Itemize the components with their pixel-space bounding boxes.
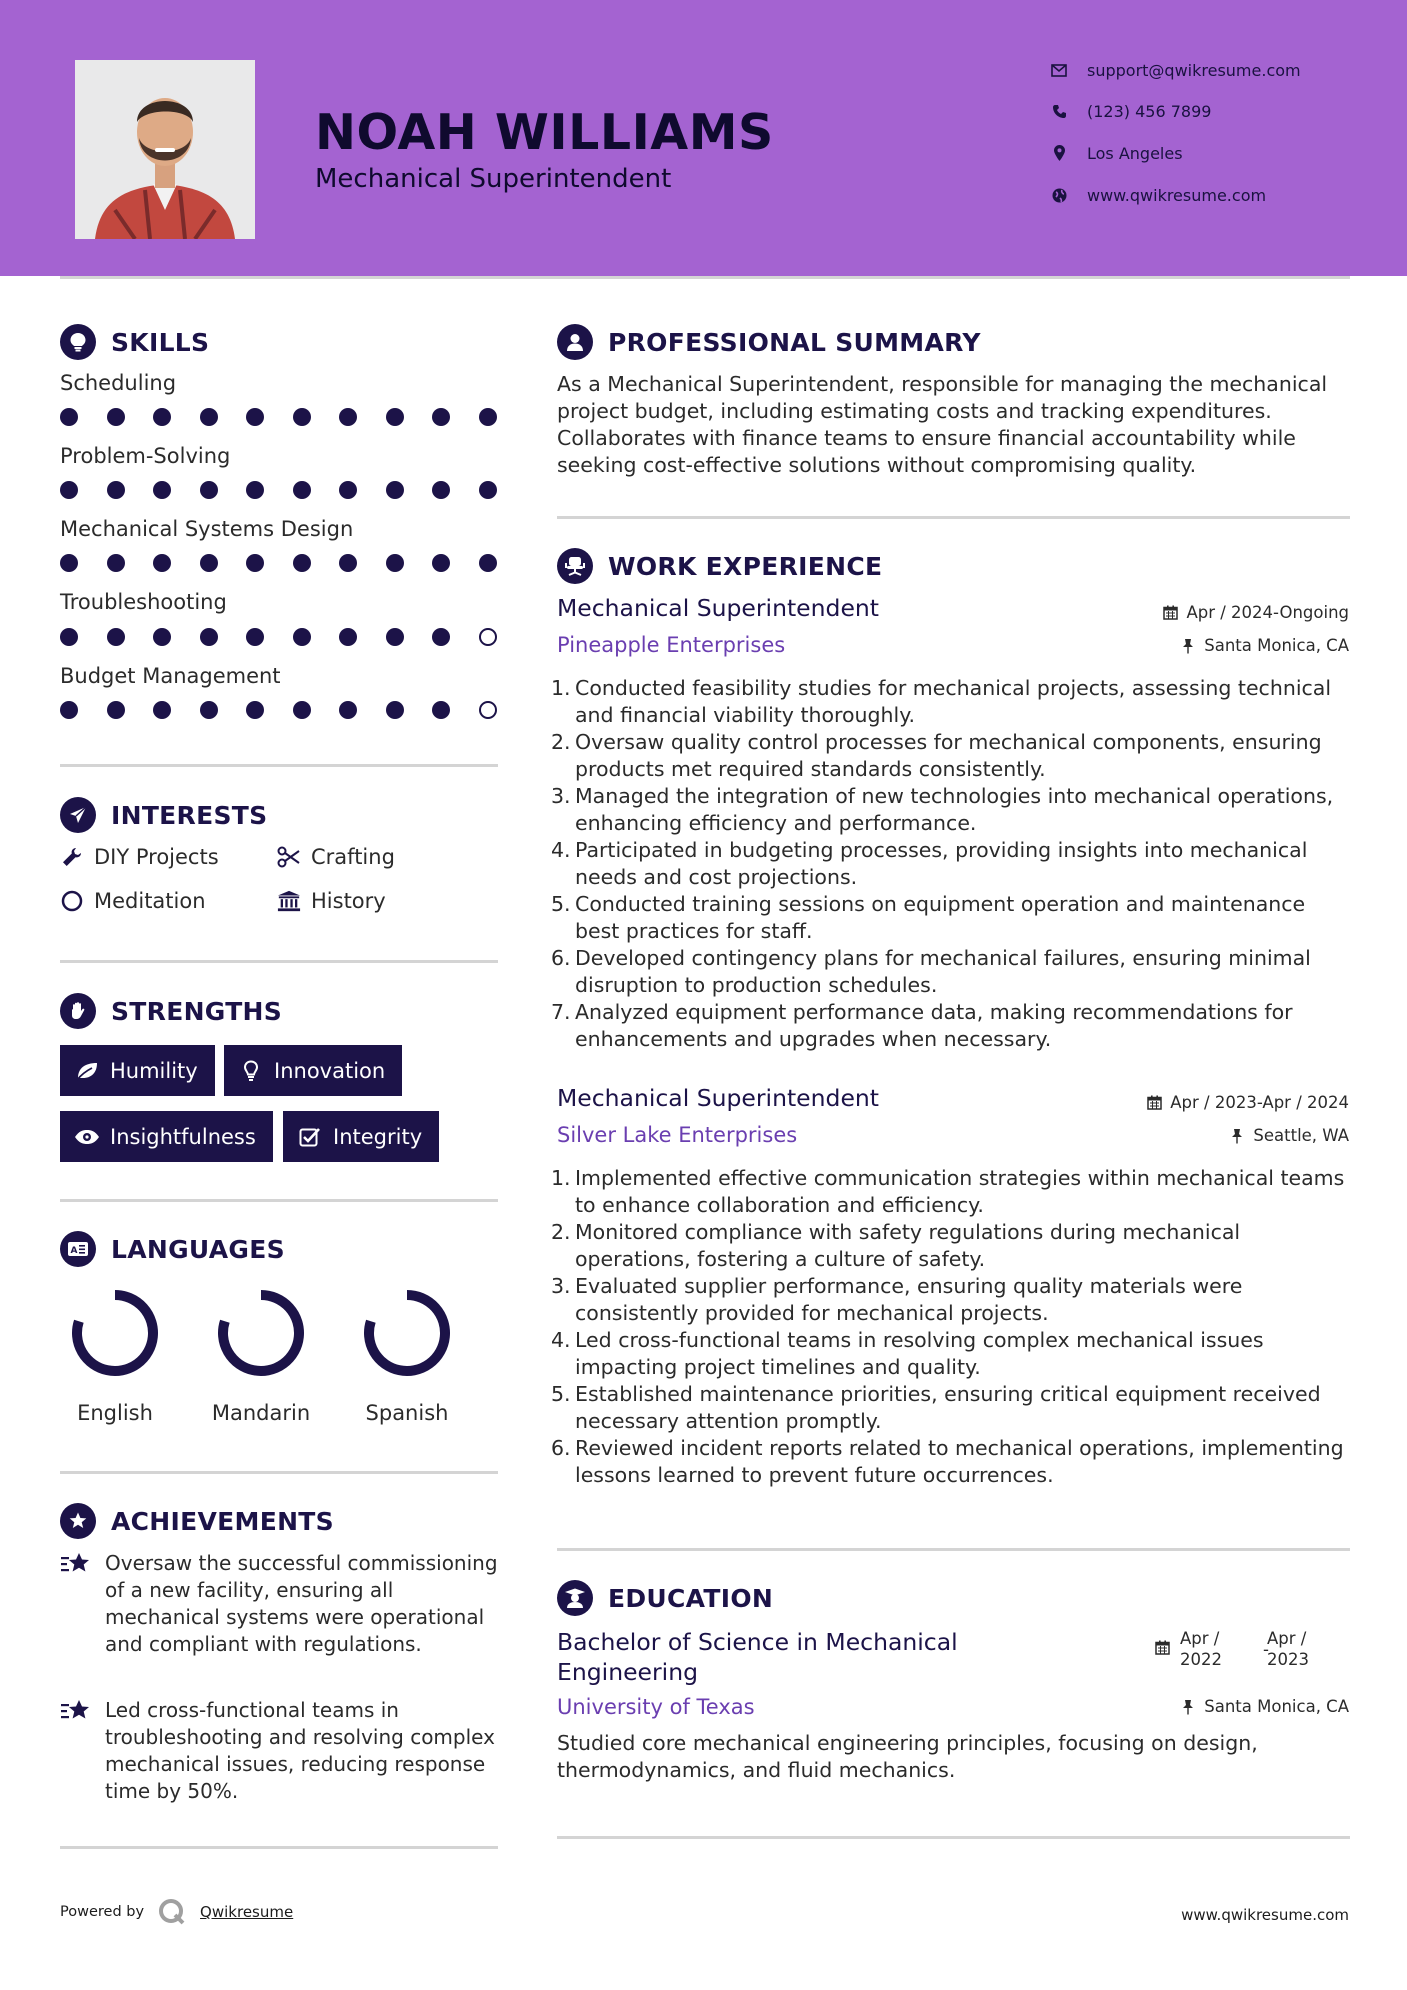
section-divider bbox=[557, 516, 1350, 519]
pushpin-icon bbox=[1229, 1128, 1245, 1144]
skill-rating bbox=[60, 699, 498, 721]
star-badge-icon bbox=[60, 1503, 96, 1539]
job-duties bbox=[551, 1165, 1352, 1489]
filled-dot bbox=[293, 481, 311, 499]
contact-website[interactable] bbox=[1050, 183, 1266, 207]
duty-text: Analyzed equipment performance data, making recommendations for enhancements and upgrades when necessary. bbox=[575, 1000, 1293, 1051]
company-name: Pineapple Enterprises bbox=[557, 633, 786, 657]
achievements-heading bbox=[60, 1503, 334, 1539]
filled-dot bbox=[153, 554, 171, 572]
duty-item: 2. Oversaw quality control processes for mechanical components, ensuring products met required standards consistently. bbox=[551, 730, 1322, 781]
strength-tag bbox=[60, 1045, 215, 1096]
duty-text: Implemented effective communication strategies within mechanical teams to enhance collaboration and efficiency. bbox=[575, 1166, 1345, 1217]
filled-dot bbox=[107, 701, 125, 719]
filled-dot bbox=[293, 554, 311, 572]
filled-dot bbox=[432, 554, 450, 572]
language-ring bbox=[359, 1285, 455, 1381]
hand-icon bbox=[60, 993, 96, 1029]
calendar-icon bbox=[1155, 1640, 1170, 1659]
date-part: 2022 bbox=[1180, 1650, 1222, 1669]
skill-name: Scheduling bbox=[60, 371, 177, 395]
strengths-heading bbox=[60, 993, 282, 1029]
strength-label: Integrity bbox=[333, 1124, 423, 1149]
filled-dot bbox=[246, 481, 264, 499]
contact-location bbox=[1050, 141, 1183, 165]
section-divider bbox=[60, 1471, 498, 1474]
language-item bbox=[60, 1285, 170, 1425]
phone-icon bbox=[1050, 102, 1068, 120]
duty-text: Conducted feasibility studies for mechanical projects, assessing technical and financial viability thoroughly. bbox=[575, 676, 1332, 727]
duty-item: 3. Managed the integration of new technologies into mechanical operations, enhancing efficiency and performance. bbox=[551, 784, 1334, 835]
filled-dot bbox=[60, 554, 78, 572]
section-divider bbox=[60, 960, 498, 963]
achievement-item bbox=[60, 1697, 500, 1805]
duty-item: 1. Implemented effective communication strategies within mechanical teams to enhance collaboration and efficiency. bbox=[551, 1166, 1345, 1217]
leaf-icon bbox=[74, 1058, 100, 1084]
experience-title: WORK EXPERIENCE bbox=[608, 551, 883, 581]
filled-dot bbox=[293, 701, 311, 719]
duty-item: 5. Conducted training sessions on equipment operation and maintenance best practices for staff. bbox=[551, 892, 1306, 943]
degree-line: Engineering bbox=[557, 1658, 698, 1686]
filled-dot bbox=[432, 701, 450, 719]
filled-dot bbox=[60, 628, 78, 646]
job-duties bbox=[551, 675, 1352, 1053]
language-item bbox=[206, 1285, 316, 1425]
interest-label: DIY Projects bbox=[94, 845, 219, 869]
skill-rating bbox=[60, 552, 498, 574]
filled-dot bbox=[339, 408, 357, 426]
lightbulb-icon bbox=[238, 1058, 264, 1084]
interest-label: History bbox=[311, 889, 386, 913]
powered-by-text: Powered by bbox=[60, 1904, 145, 1920]
achievement-text: Oversaw the successful commissioning of a new facility, ensuring all mechanical systems were operational and compliant with regulations. bbox=[105, 1551, 498, 1656]
duty-item: 4. Led cross-functional teams in resolving complex mechanical issues impacting project timelines and quality. bbox=[551, 1328, 1264, 1379]
filled-dot bbox=[107, 408, 125, 426]
education-location bbox=[1180, 1697, 1349, 1716]
interests-title: INTERESTS bbox=[111, 800, 268, 830]
filled-dot bbox=[339, 701, 357, 719]
language-name: English bbox=[77, 1401, 153, 1425]
filled-dot bbox=[432, 628, 450, 646]
education-title: EDUCATION bbox=[608, 1583, 774, 1613]
job-location bbox=[1180, 636, 1349, 655]
duty-item: 4. Participated in budgeting processes, providing insights into mechanical needs and cost projections. bbox=[551, 838, 1308, 889]
duty-item: 6. Developed contingency plans for mechanical failures, ensuring minimal disruption to production schedules. bbox=[551, 946, 1311, 997]
filled-dot bbox=[293, 628, 311, 646]
strength-tag bbox=[283, 1111, 439, 1162]
candidate-title: Mechanical Superintendent bbox=[315, 164, 672, 194]
section-divider bbox=[557, 1548, 1350, 1551]
museum-icon bbox=[277, 889, 301, 913]
language-ring bbox=[213, 1285, 309, 1381]
language-ring bbox=[67, 1285, 163, 1381]
education-location-text: Santa Monica, CA bbox=[1204, 1697, 1349, 1716]
check-square-icon bbox=[297, 1124, 323, 1150]
filled-dot bbox=[386, 481, 404, 499]
filled-dot bbox=[293, 408, 311, 426]
header-divider bbox=[60, 276, 1350, 279]
duty-item: 1. Conducted feasibility studies for mechanical projects, assessing technical and financial viability thoroughly. bbox=[551, 676, 1332, 727]
candidate-name: NOAH WILLIAMS bbox=[315, 104, 774, 161]
globe-icon bbox=[1050, 186, 1068, 204]
job-date bbox=[1146, 1093, 1349, 1112]
job-date-text: Apr / 2024-Ongoing bbox=[1186, 603, 1349, 622]
duty-text: Oversaw quality control processes for mechanical components, ensuring products met required standards consistently. bbox=[575, 730, 1322, 781]
filled-dot bbox=[246, 701, 264, 719]
lightbulb-icon bbox=[60, 324, 96, 360]
duty-text: Established maintenance priorities, ensuring critical equipment received necessary attention promptly. bbox=[575, 1382, 1321, 1433]
duty-item: 6. Reviewed incident reports related to mechanical operations, implementing lessons learned to prevent future occurrences. bbox=[551, 1436, 1344, 1487]
filled-dot bbox=[246, 628, 264, 646]
resume-header bbox=[0, 0, 1407, 276]
skill-rating bbox=[60, 479, 498, 501]
skill-name: Budget Management bbox=[60, 664, 281, 688]
strength-tag bbox=[224, 1045, 402, 1096]
filled-dot bbox=[432, 481, 450, 499]
filled-dot bbox=[60, 481, 78, 499]
strength-label: Insightfulness bbox=[110, 1124, 256, 1149]
duty-text: Led cross-functional teams in resolving complex mechanical issues impacting project timelines and quality. bbox=[575, 1328, 1264, 1379]
circle-icon bbox=[60, 889, 84, 913]
section-divider bbox=[60, 1846, 498, 1849]
date-part: Apr / bbox=[1180, 1629, 1220, 1648]
degree-line: Bachelor of Science in Mechanical bbox=[557, 1628, 958, 1656]
filled-dot bbox=[386, 408, 404, 426]
job-location-text: Santa Monica, CA bbox=[1204, 636, 1349, 655]
company-name: Silver Lake Enterprises bbox=[557, 1123, 798, 1147]
filled-dot bbox=[153, 481, 171, 499]
footer-url[interactable]: www.qwikresume.com bbox=[1181, 1906, 1349, 1924]
date-part: Apr / bbox=[1267, 1629, 1307, 1648]
duty-text: Evaluated supplier performance, ensuring quality materials were consistently provided for mechanical projects. bbox=[575, 1274, 1243, 1325]
interests-heading bbox=[60, 797, 267, 833]
education-date-end bbox=[1267, 1628, 1309, 1670]
proficiency-arc bbox=[77, 1295, 153, 1371]
duty-text: Reviewed incident reports related to mechanical operations, implementing lessons learned to prevent future occurrences. bbox=[575, 1436, 1344, 1487]
filled-dot bbox=[107, 554, 125, 572]
duty-item: 3. Evaluated supplier performance, ensuring quality materials were consistently provided for mechanical projects. bbox=[551, 1274, 1243, 1325]
filled-dot bbox=[339, 481, 357, 499]
section-divider bbox=[60, 1199, 498, 1202]
filled-dot bbox=[200, 628, 218, 646]
filled-dot bbox=[386, 554, 404, 572]
contact-email-text: support@qwikresume.com bbox=[1087, 60, 1301, 80]
filled-dot bbox=[153, 701, 171, 719]
section-divider bbox=[557, 1836, 1350, 1839]
date-part: 2023 bbox=[1267, 1650, 1309, 1669]
job-location-text: Seattle, WA bbox=[1253, 1126, 1349, 1145]
filled-dot bbox=[153, 408, 171, 426]
section-divider bbox=[60, 764, 498, 767]
filled-dot bbox=[107, 481, 125, 499]
duty-item: 7. Analyzed equipment performance data, making recommendations for enhancements and upgrades when necessary. bbox=[551, 1000, 1293, 1051]
achievement-item bbox=[60, 1550, 500, 1658]
proficiency-arc bbox=[223, 1295, 299, 1371]
pushpin-icon bbox=[1180, 638, 1196, 654]
calendar-icon bbox=[1162, 605, 1178, 621]
empty-dot bbox=[479, 701, 497, 719]
filled-dot bbox=[339, 554, 357, 572]
language-icon bbox=[60, 1231, 96, 1267]
qwikresume-logo-icon bbox=[158, 1898, 186, 1926]
proficiency-arc bbox=[369, 1295, 445, 1371]
star-list-icon bbox=[60, 1550, 92, 1578]
duty-text: Monitored compliance with safety regulations during mechanical operations, fostering a culture of safety. bbox=[575, 1220, 1241, 1271]
skill-rating bbox=[60, 406, 498, 428]
eye-icon bbox=[74, 1124, 100, 1150]
skills-heading bbox=[60, 324, 209, 360]
filled-dot bbox=[386, 701, 404, 719]
filled-dot bbox=[200, 701, 218, 719]
experience-heading bbox=[557, 548, 882, 584]
education-date bbox=[1153, 1628, 1313, 1670]
filled-dot bbox=[60, 701, 78, 719]
wrench-icon bbox=[60, 845, 84, 869]
education-date-start bbox=[1180, 1628, 1222, 1670]
filled-dot bbox=[107, 628, 125, 646]
strength-label: Innovation bbox=[274, 1058, 386, 1083]
language-item bbox=[352, 1285, 462, 1425]
contact-email[interactable] bbox=[1050, 58, 1301, 82]
duty-text: Conducted training sessions on equipment operation and maintenance best practices for staff. bbox=[575, 892, 1306, 943]
duty-item: 2. Monitored compliance with safety regulations during mechanical operations, fostering a culture of safety. bbox=[551, 1220, 1241, 1271]
achievements-title: ACHIEVEMENTS bbox=[111, 1506, 334, 1536]
interest-label: Crafting bbox=[311, 845, 395, 869]
interest-item bbox=[277, 845, 395, 869]
filled-dot bbox=[153, 628, 171, 646]
job-title: Mechanical Superintendent bbox=[557, 594, 880, 622]
interest-item bbox=[60, 889, 206, 913]
summary-heading bbox=[557, 324, 981, 360]
achievement-text: Led cross-functional teams in troubleshooting and resolving complex mechanical issues, reducing response time by 50%. bbox=[105, 1698, 495, 1803]
education-description: Studied core mechanical engineering principles, focusing on design, thermodynamics, and fluid mechanics. bbox=[557, 1731, 1258, 1782]
filled-dot bbox=[200, 408, 218, 426]
skill-name: Troubleshooting bbox=[60, 590, 227, 614]
filled-dot bbox=[479, 554, 497, 572]
language-name: Spanish bbox=[365, 1401, 449, 1425]
graduate-icon bbox=[557, 1580, 593, 1616]
interest-label: Meditation bbox=[94, 889, 206, 913]
filled-dot bbox=[386, 628, 404, 646]
contact-phone-text: (123) 456 7899 bbox=[1087, 101, 1212, 121]
star-list-icon bbox=[60, 1697, 92, 1725]
education-heading bbox=[557, 1580, 773, 1616]
empty-dot bbox=[479, 628, 497, 646]
skill-name: Problem-Solving bbox=[60, 444, 231, 468]
skills-title: SKILLS bbox=[111, 327, 210, 357]
filled-dot bbox=[479, 408, 497, 426]
filled-dot bbox=[339, 628, 357, 646]
duty-text: Managed the integration of new technologies into mechanical operations, enhancing efficiency and performance. bbox=[575, 784, 1334, 835]
date-separator: - bbox=[1263, 1640, 1269, 1659]
contact-phone[interactable] bbox=[1050, 99, 1211, 123]
brand-link[interactable]: Qwikresume bbox=[200, 1903, 294, 1921]
footer-branding bbox=[60, 1898, 293, 1926]
filled-dot bbox=[432, 408, 450, 426]
filled-dot bbox=[200, 481, 218, 499]
skill-name: Mechanical Systems Design bbox=[60, 517, 354, 541]
strength-tag bbox=[60, 1111, 273, 1162]
contact-website-text: www.qwikresume.com bbox=[1087, 185, 1267, 205]
duty-item: 5. Established maintenance priorities, ensuring critical equipment received necessary attention promptly. bbox=[551, 1382, 1321, 1433]
pushpin-icon bbox=[1180, 1699, 1196, 1715]
filled-dot bbox=[246, 554, 264, 572]
language-name: Mandarin bbox=[211, 1401, 311, 1425]
paper-plane-icon bbox=[60, 797, 96, 833]
contact-location-text: Los Angeles bbox=[1087, 143, 1183, 163]
scissors-icon bbox=[277, 845, 301, 869]
duty-text: Participated in budgeting processes, providing insights into mechanical needs and cost projections. bbox=[575, 838, 1308, 889]
job-date bbox=[1162, 603, 1349, 622]
profile-photo bbox=[75, 60, 255, 239]
calendar-icon bbox=[1146, 1095, 1162, 1111]
user-icon bbox=[557, 324, 593, 360]
skill-rating bbox=[60, 626, 498, 648]
duty-text: Developed contingency plans for mechanical failures, ensuring minimal disruption to production schedules. bbox=[575, 946, 1311, 997]
svg-text:A: A bbox=[70, 1246, 78, 1256]
job-title: Mechanical Superintendent bbox=[557, 1084, 880, 1112]
map-pin-icon bbox=[1050, 144, 1068, 162]
strength-label: Humility bbox=[110, 1058, 198, 1083]
interest-item bbox=[277, 889, 386, 913]
summary-text: As a Mechanical Superintendent, responsible for managing the mechanical project budget, including estimating costs and tracking expenditures. Collaborates with finance teams to ensure financial accountability while seeking cost-effective solutions without compromising quality. bbox=[557, 372, 1328, 477]
interest-item bbox=[60, 845, 219, 869]
job-location bbox=[1229, 1126, 1349, 1145]
degree-title bbox=[557, 1627, 958, 1687]
job-date-text: Apr / 2023-Apr / 2024 bbox=[1170, 1093, 1349, 1112]
school-name: University of Texas bbox=[557, 1695, 755, 1719]
envelope-icon bbox=[1050, 61, 1068, 79]
summary-title: PROFESSIONAL SUMMARY bbox=[608, 327, 981, 357]
office-chair-icon bbox=[557, 548, 593, 584]
filled-dot bbox=[60, 408, 78, 426]
strengths-title: STRENGTHS bbox=[111, 996, 283, 1026]
languages-title: LANGUAGES bbox=[111, 1234, 285, 1264]
filled-dot bbox=[479, 481, 497, 499]
languages-heading bbox=[60, 1231, 285, 1267]
filled-dot bbox=[200, 554, 218, 572]
filled-dot bbox=[246, 408, 264, 426]
